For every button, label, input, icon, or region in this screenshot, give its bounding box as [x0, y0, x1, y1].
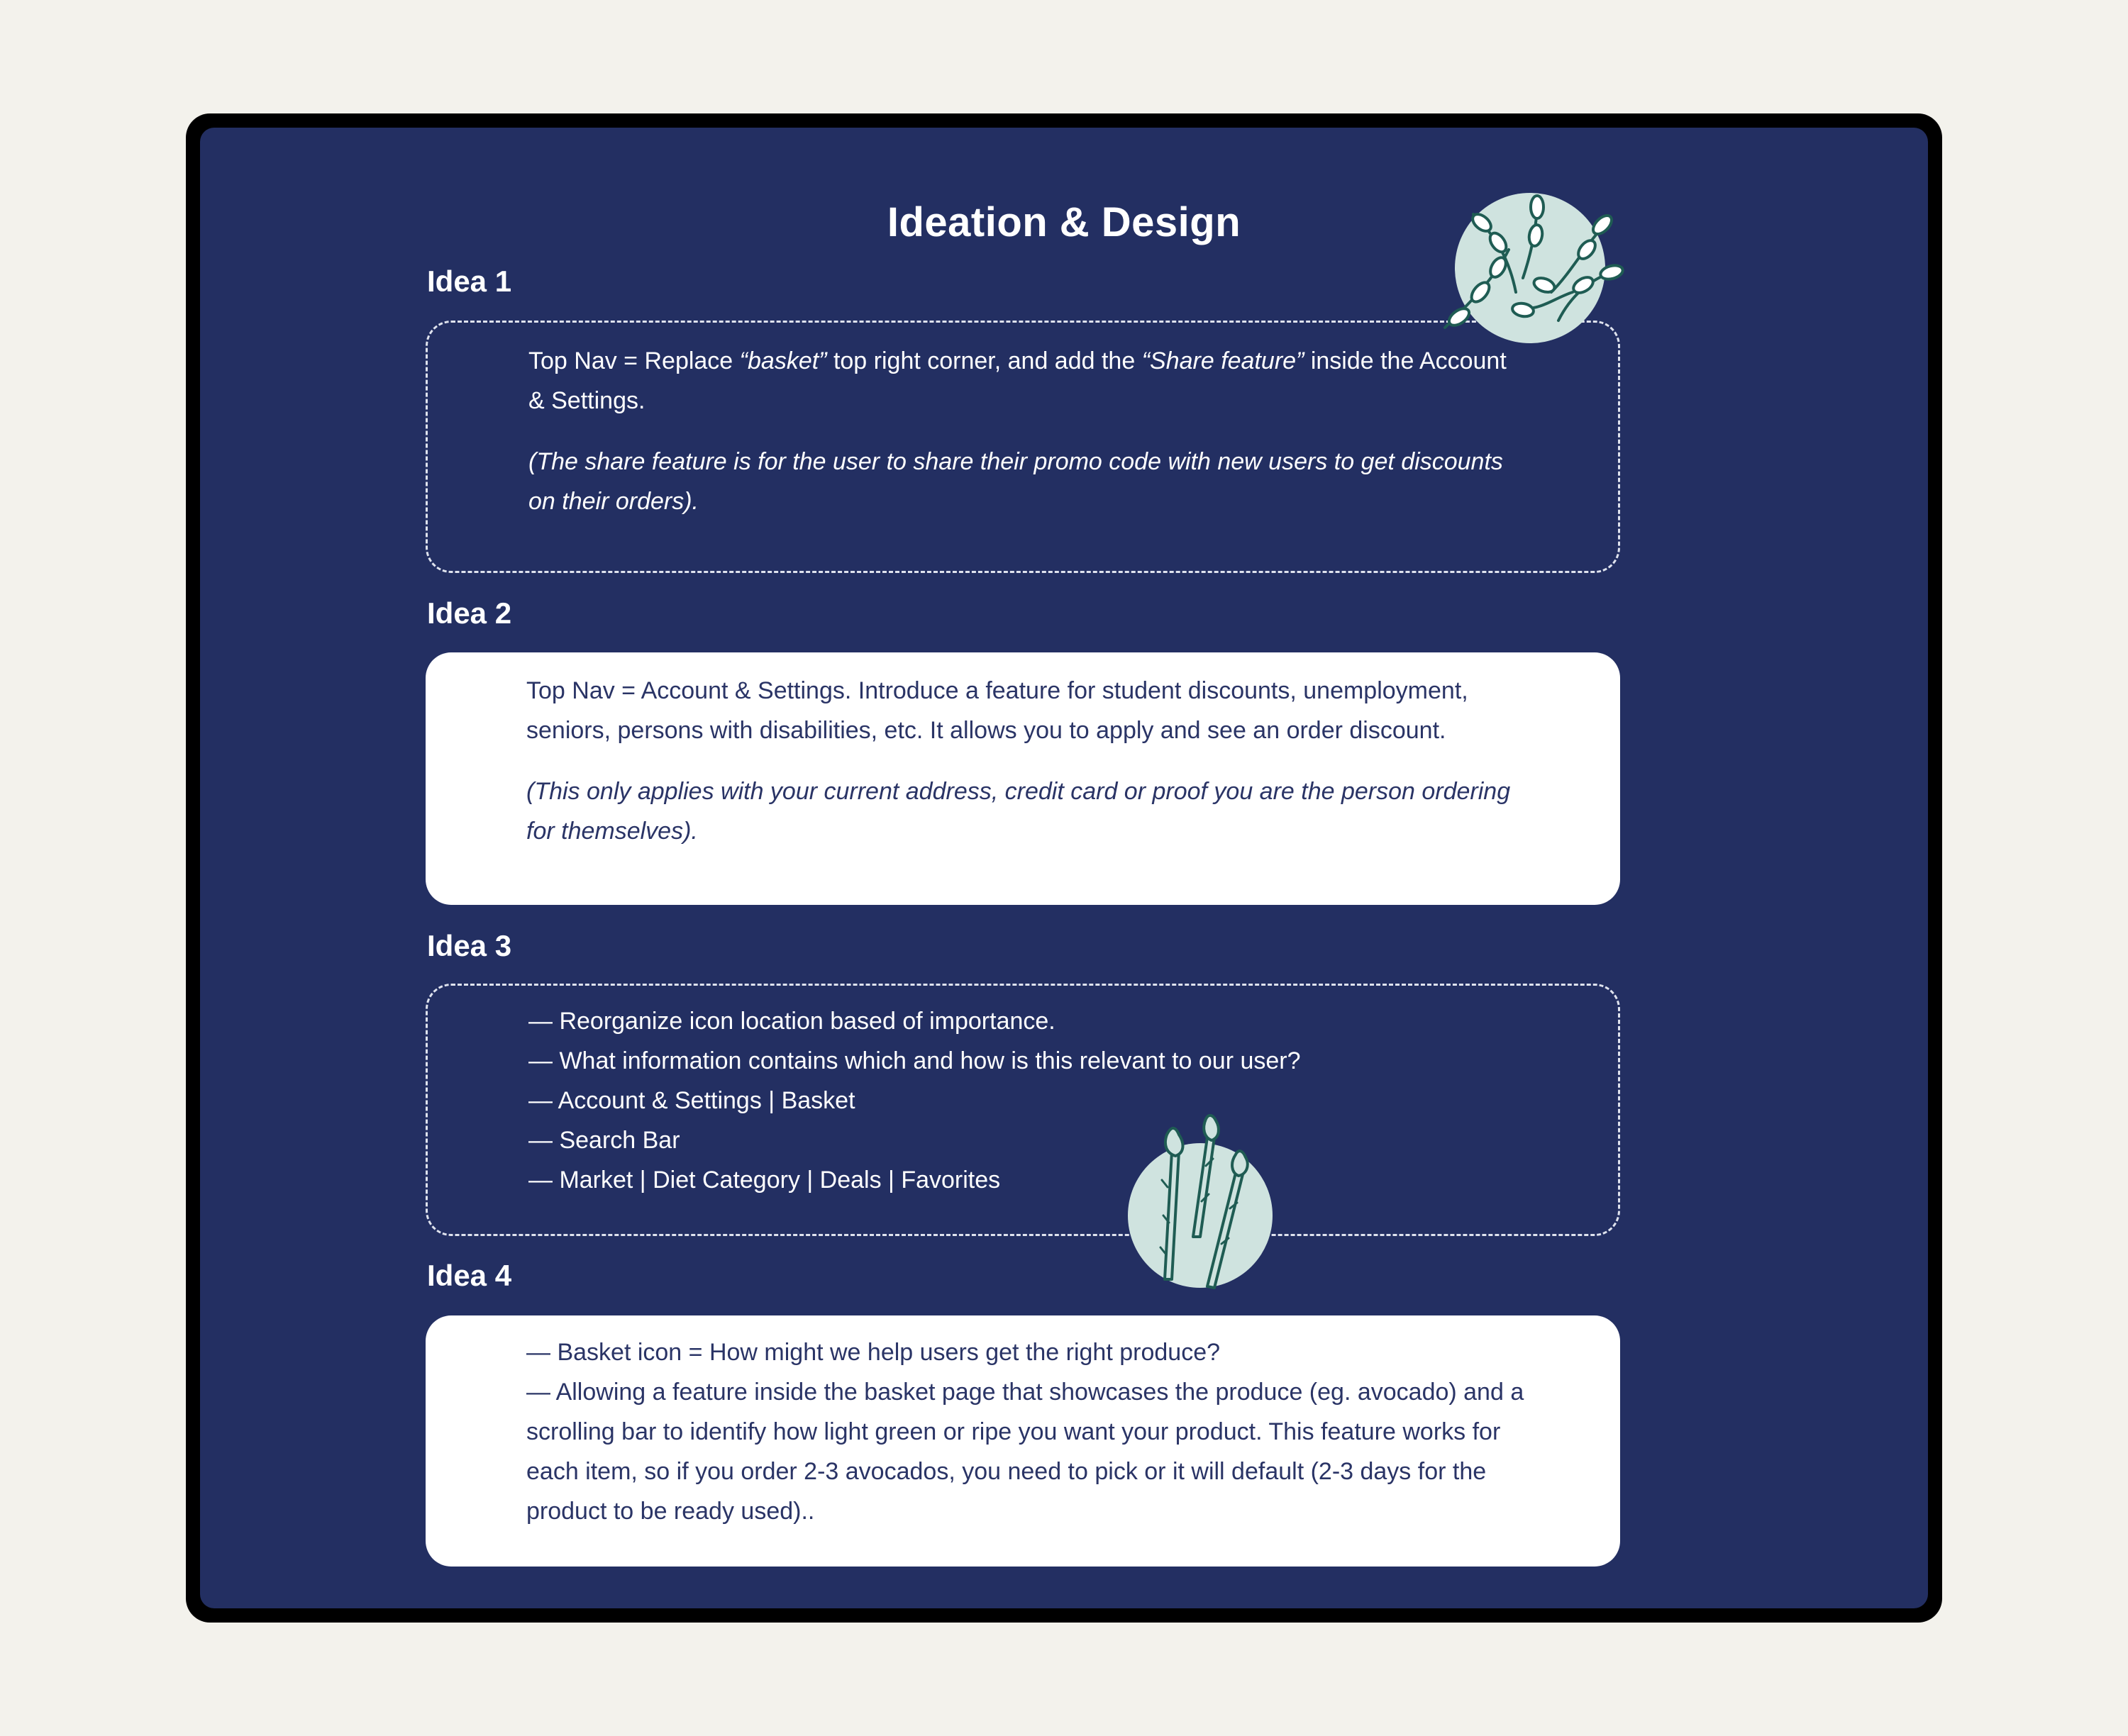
slide-panel: [200, 128, 1928, 1608]
idea-3-item: — Market | Diet Category | Deals | Favorites: [528, 1167, 1001, 1194]
idea-4-heading: Idea 4: [427, 1259, 512, 1292]
idea-1-text-part: top right corner, and add the: [826, 347, 1142, 374]
idea-1-heading: Idea 1: [427, 265, 512, 298]
idea-1-card: [426, 321, 1620, 573]
idea-3-card: [426, 984, 1620, 1236]
idea-1-text-part: inside the Account & Settings.: [528, 347, 1507, 414]
page-title: Ideation & Design: [887, 199, 1241, 245]
idea-2-note: (This only applies with your current address, credit card or proof you are the person ordering for themselves).: [526, 778, 1511, 845]
idea-3-item: — Account & Settings | Basket: [528, 1087, 855, 1114]
idea-4-card: [426, 1315, 1620, 1567]
idea-4-item: — Basket icon = How might we help users get the right produce?: [526, 1339, 1221, 1366]
idea-1-note: (The share feature is for the user to share their promo code with new users to get discounts on their orders).: [528, 448, 1503, 515]
idea-1-text: [528, 341, 1526, 421]
idea-3-item: — Search Bar: [528, 1127, 680, 1154]
idea-2-heading: Idea 2: [427, 596, 512, 630]
idea-3-item: — What information contains which and how is this relevant to our user?: [528, 1047, 1301, 1074]
idea-2-text: Top Nav = Account & Settings. Introduce a feature for student discounts, unemployment, seniors, persons with disabilities, etc. It allows you to apply and see an order discount.: [526, 677, 1468, 744]
idea-2-card: [426, 652, 1620, 905]
idea-1-basket-term: “basket”: [739, 347, 827, 374]
idea-4-item: — Allowing a feature inside the basket page that showcases the produce (eg. avocado) and a scrolling bar to identify how light green or ripe you want your product. This feature works for each item, so if you order 2-3 avocados, you need to pick or it will default (2-3 days for the product to be ready used)..: [526, 1379, 1524, 1525]
idea-3-heading: Idea 3: [427, 929, 512, 962]
idea-1-text-part: Top Nav = Replace: [528, 347, 740, 374]
idea-3-item: — Reorganize icon location based of importance.: [528, 1008, 1055, 1035]
asparagus-illustration-icon: [1122, 1109, 1278, 1301]
device-frame: [186, 113, 1942, 1623]
herb-leaves-illustration-icon: [1431, 186, 1629, 356]
idea-1-share-term: “Share feature”: [1141, 347, 1304, 374]
